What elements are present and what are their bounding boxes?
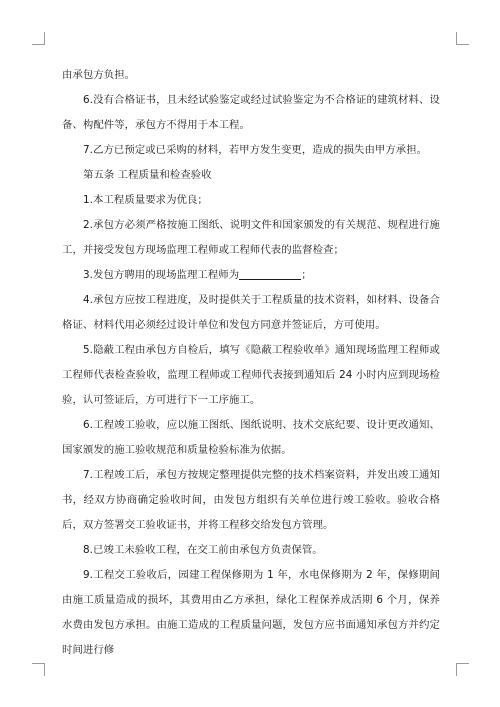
crop-mark-top-right <box>456 32 469 45</box>
fill-in-blank-line <box>239 267 301 280</box>
paragraph-item-7-completion: 7.工程竣工后，承包方按规定整理提供完整的技术档案资料，并发出竣工通知书，经双方协商确定验收时间，由发包方组织有关单位进行竣工验收。验收合格后，双方签署交工验收证书，并将工程移交给发包方管理。 <box>62 469 440 531</box>
document-body <box>62 63 440 663</box>
crop-mark-bottom-left <box>32 663 45 676</box>
crop-mark-bottom-right <box>456 663 469 676</box>
paragraph-item-3-supervisor <box>62 263 440 288</box>
paragraph-item-6-certificate: 6.没有合格证书，且未经试验鉴定或经过试验鉴定为不合格证的建筑材料、设备、构配件等，承包方不得用于本工程。 <box>62 94 440 131</box>
paragraph-item-4-technical-data: 4.承包方应按工程进度，及时提供关于工程质量的技术资料，如材料、设备合格证、材料代用必须经过设计单位和发包方同意并签证后，方可使用。 <box>62 294 440 331</box>
paragraph-item-7-material-loss: 7.乙方已预定或已采购的材料，若甲方发生变更，造成的损失由甲方承担。 <box>83 144 428 156</box>
paragraph-item-9-warranty: 9.工程交工验收后，园建工程保修期为 1 年，水电保修期为 2 年，保修期间由施工质量造成的损坏，其费用由乙方承担，绿化工程保养成活期 6 个月，保养水费由发包方承担。由施工造成的工程质量问题，发包方应书面通知承包方并约定时间进行修 <box>62 569 440 656</box>
paragraph-item-6-acceptance-basis: 6.工程竣工验收，应以施工图纸、图纸说明、技术交底纪要、设计更改通知、国家颁发的施工验收规范和质量检验标准为依据。 <box>62 419 440 456</box>
paragraph-item-5-concealed-works: 5.隐蔽工程由承包方自检后，填写《隐蔽工程验收单》通知现场监理工程师或工程师代表检查验收，监理工程师或工程师代表接到通知后 24 小时内应到现场检验，认可签证后，方可进行下一工序施工。 <box>62 344 440 406</box>
paragraph-item-2-construction: 2.承包方必须严格按施工图纸、说明文件和国家颁发的有关规范、规程进行施工，并接受发包方现场监理工程师或工程师代表的监督检查； <box>62 219 440 256</box>
section-heading-article-5: 第五条 工程质量和检查验收 <box>83 169 212 181</box>
paragraph-continuation: 由承包方负担。 <box>62 69 136 81</box>
crop-mark-top-left <box>32 32 45 45</box>
paragraph-item-3-suffix: ； <box>301 269 312 281</box>
paragraph-item-3-text: 3.发包方聘用的现场监理工程师为 <box>83 269 240 281</box>
paragraph-item-1-quality: 1.本工程质量要求为优良； <box>83 194 208 206</box>
paragraph-item-8-custody: 8.已竣工未验收工程，在交工前由承包方负责保管。 <box>83 544 323 556</box>
